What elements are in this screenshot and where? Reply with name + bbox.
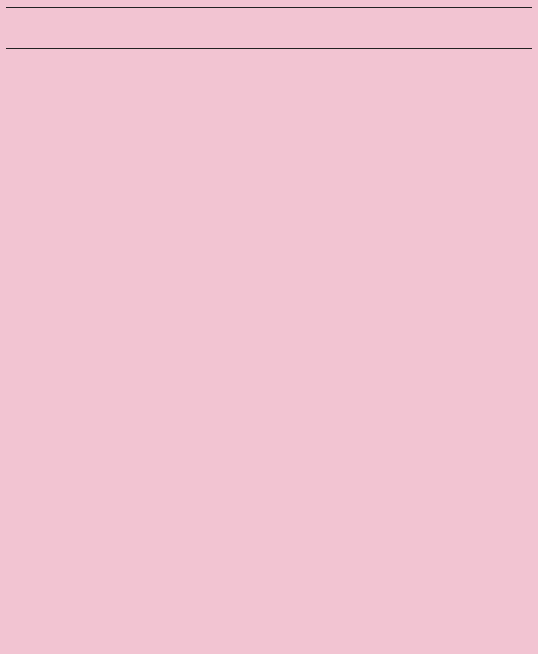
percent-increase-row [6,48,532,63]
totals-1996-row [6,28,532,38]
totals-1996-pct-row [6,38,532,48]
totals-section [6,7,532,63]
totals-1995-row [6,8,532,18]
totals-1995-pct-row [6,18,532,28]
